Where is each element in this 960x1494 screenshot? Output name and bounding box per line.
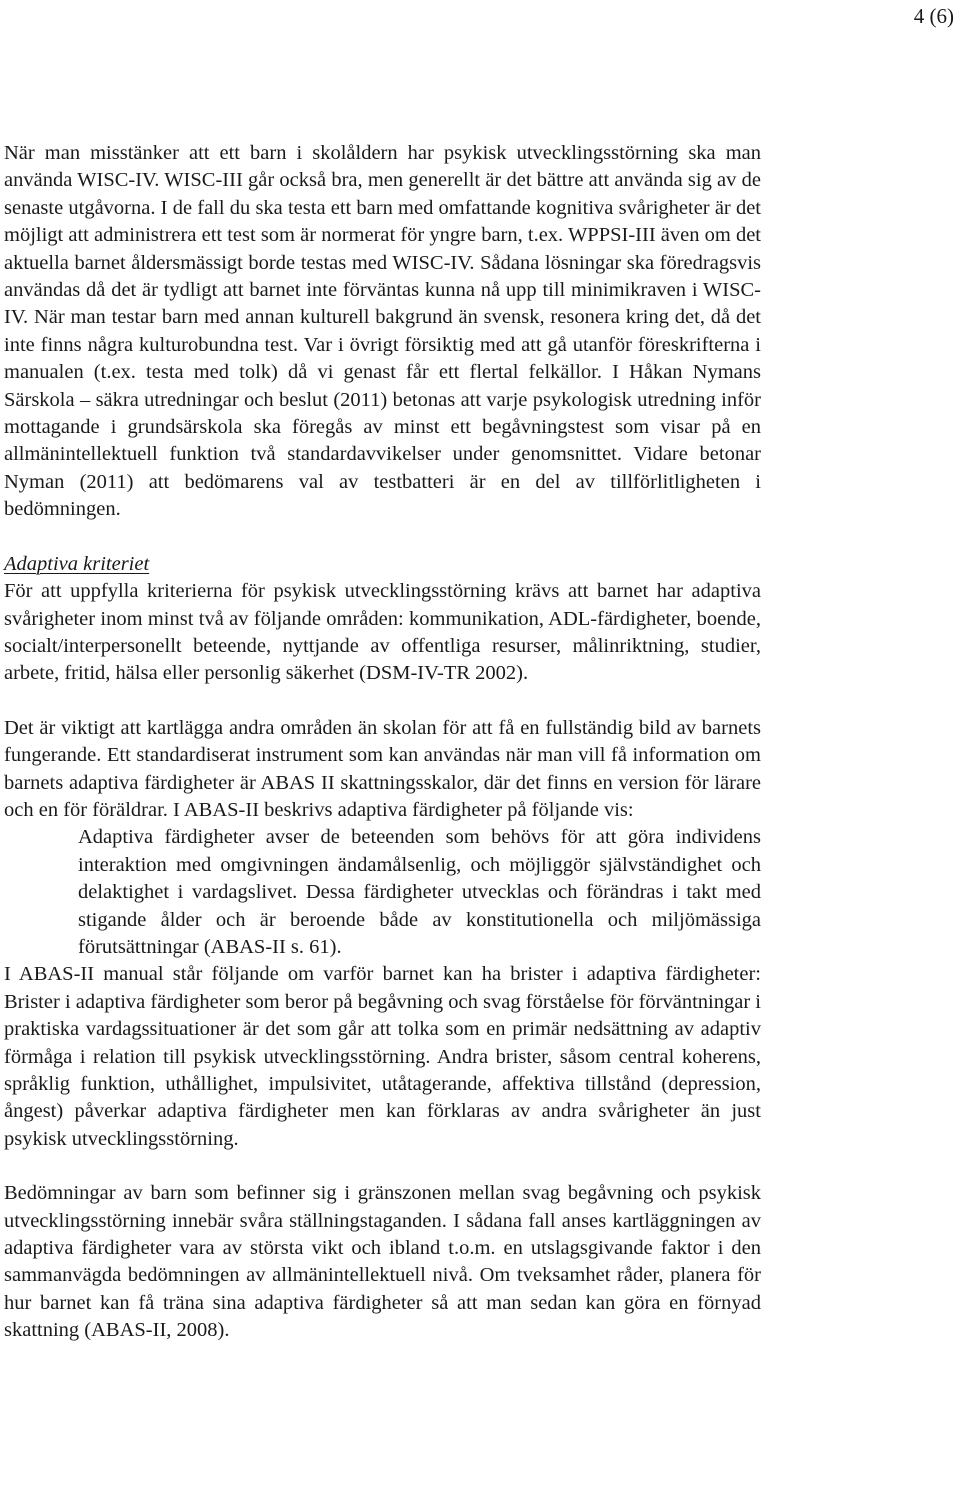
paragraph-spacer (4, 688, 761, 715)
paragraph-spacer (4, 524, 761, 551)
paragraph-borderline-assessment: Bedömningar av barn som befinner sig i gränszonen mellan svag begåvning och psykisk utvecklingsstörning innebär svåra ställningstaganden. I sådana fall anses kartläggningen av adaptiva färdigheter vara av största vikt och ibland t.o.m. en utslagsgivande faktor i den sammanvägda bedömningen av allmänintellektuell nivå. Om tveksamhet råder, planera för hur barnet kan få träna sina adaptiva färdigheter så att man sedan kan göra en förnyad skattning (ABAS-II, 2008). (4, 1182, 761, 1342)
page-number: 4 (6) (913, 4, 954, 28)
block-quote-abas-definition: Adaptiva färdigheter avser de beteenden som behövs för att göra individens interaktion med omgivningen ändamålsenlig, och möjliggör självständighet och delaktighet i vardagslivet. Dessa färdigheter utvecklas och förändras i takt med stigande ålder och är beroende både av konstitutionella och miljömässiga förutsättningar (ABAS-II s. 61). (78, 826, 761, 958)
paragraph-abas-instrument: Det är viktigt att kartlägga andra områden än skolan för att få en fullständig bild av barnets fungerande. Ett standardiserat instrument som kan användas när man vill få information om barnets adaptiva färdigheter är ABAS II skattningsskalor, där det finns en version för lärare och en för föräldrar. I ABAS-II beskrivs adaptiva färdigheter på följande vis: (4, 716, 761, 821)
paragraph-adaptive-criteria: För att uppfylla kriterierna för psykisk utvecklingsstörning krävs att barnet har adaptiva svårigheter inom minst två av följande områden: kommunikation, ADL-färdigheter, boende, socialt/interpersonellt beteende, nyttjande av offentliga resurser, målinriktning, studier, arbete, fritid, hälsa eller personlig säkerhet (DSM-IV-TR 2002). (4, 580, 761, 685)
document-body (4, 140, 761, 1345)
paragraph-spacer (4, 1153, 761, 1180)
paragraph-wisc-testing: När man misstänker att ett barn i skolåldern har psykisk utvecklingsstörning ska man använda WISC-IV. WISC-III går också bra, men generellt är det bättre att använda sig av de senaste utgåvorna. I de fall du ska testa ett barn med omfattande kognitiva svårigheter är det möjligt att administrera ett test som är normerat för yngre barn, t.ex. WPPSI-III även om det aktuella barnet åldersmässigt borde testas med WISC-IV. Sådana lösningar ska föredragsvis användas då det är tydligt att barnet inte förväntas kunna nå upp till minimikraven i WISC-IV. När man testar barn med annan kulturell bakgrund än svensk, resonera kring det, då det inte finns några kulturobundna test. Var i övrigt försiktig med att gå utanför föreskrifterna i manualen (t.ex. testa med tolk) då vi genast får ett flertal felkällor. I Håkan Nymans Särskola – säkra utredningar och beslut (2011) betonas att varje psykologisk utredning inför mottagande i grundsärskola ska föregås av minst ett begåvningstest som visar på en allmänintellektuell funktion två standardavvikelser under genomsnittet. Vidare betonar Nyman (2011) att bedömarens val av testbatteri är en del av tillförlitligheten i bedömningen. (4, 142, 761, 521)
section-heading-adaptive-criteria: Adaptiva kriteriet (4, 552, 150, 575)
paragraph-abas-manual: I ABAS-II manual står följande om varför barnet kan ha brister i adaptiva färdigheter: Brister i adaptiva färdigheter som beror på begåvning och svag förståelse för förväntningar i praktiska vardagssituationer är det som går att tolka som en primär nedsättning av adaptiv förmåga i relation till psykisk utvecklingsstörning. Andra brister, såsom central koherens, språklig funktion, uthållighet, impulsivitet, utåtagerande, affektiva tillstånd (depression, ångest) påverkar adaptiva färdigheter men kan förklaras av andra svårigheter än just psykisk utvecklingsstörning. (4, 963, 761, 1150)
